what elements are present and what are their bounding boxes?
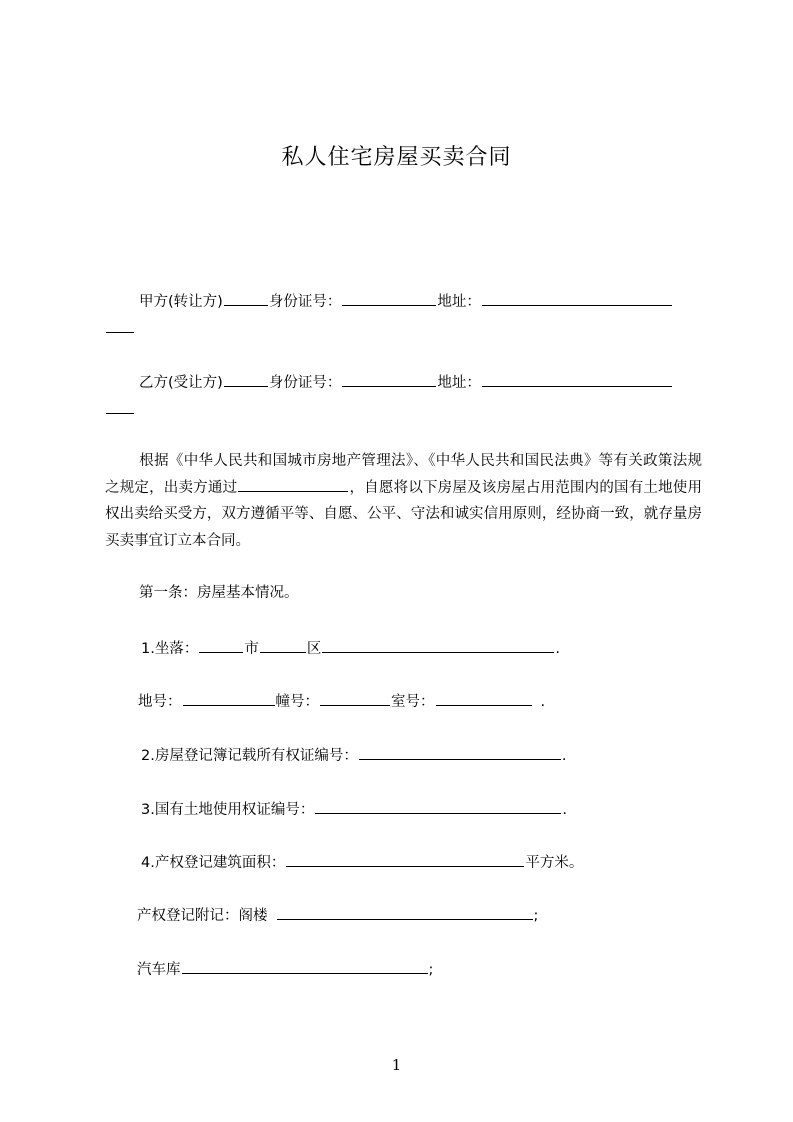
area-blank[interactable]	[286, 852, 524, 867]
land-label: 3.国有土地使用权证编号：	[141, 802, 315, 818]
garage-end: ;	[428, 962, 434, 978]
land-line	[141, 799, 567, 820]
party-b-label: 乙方(受让方)	[139, 375, 223, 391]
location-end: .	[555, 641, 560, 657]
party-b-address-label: 地址：	[437, 375, 481, 391]
lot-line	[138, 691, 545, 712]
party-b-id-label: 身份证号：	[268, 375, 342, 391]
city-label: 市	[244, 641, 259, 657]
registry-line	[141, 745, 566, 766]
garage-label: 汽车库	[137, 962, 181, 978]
attic-label: 产权登记附记：阁楼	[137, 908, 268, 924]
land-blank[interactable]	[315, 799, 561, 814]
registry-label: 2.房屋登记簿记载所有权证编号：	[141, 748, 358, 764]
party-b-name-blank[interactable]	[224, 372, 268, 387]
party-a-name-blank[interactable]	[224, 291, 268, 306]
party-b-line	[139, 372, 673, 393]
party-a-address-blank[interactable]	[482, 291, 672, 306]
party-a-line	[139, 291, 673, 312]
party-a-label: 甲方(转让方)	[139, 294, 223, 310]
city-blank[interactable]	[199, 638, 243, 653]
party-a-id-blank[interactable]	[342, 291, 436, 306]
lot-label: 地号：	[138, 694, 182, 710]
location-line	[141, 638, 560, 659]
district-blank[interactable]	[260, 638, 306, 653]
party-b-line-cont	[105, 399, 135, 420]
building-blank[interactable]	[320, 691, 390, 706]
party-b-id-blank[interactable]	[342, 372, 436, 387]
preamble-part1: 根据《中华人民共和国城市房地产管理法》、《中华人民共和国民法典》等有关政策法规之规定，出卖方通过	[105, 453, 702, 496]
preamble-paragraph	[105, 448, 702, 554]
lot-end: .	[540, 694, 546, 710]
attic-end: ;	[533, 908, 539, 924]
party-a-address-blank-cont[interactable]	[106, 318, 134, 333]
area-label: 4.产权登记建筑面积：	[141, 855, 286, 871]
location-detail-blank[interactable]	[322, 638, 554, 653]
area-unit: 平方米。	[525, 855, 584, 871]
preamble-part2: ，自愿将以下房屋及该房屋占用范围内的国有土地使用权出卖给买受方，双方遵循平等、自愿、公平、守法和诚实信用原则，经协商一致，就存量房买卖事宜订立本合同。	[105, 479, 703, 549]
party-b-address-blank[interactable]	[482, 372, 672, 387]
garage-line	[137, 959, 433, 980]
page-number: 1	[391, 1056, 402, 1074]
party-a-line-cont	[105, 318, 135, 339]
land-end: .	[562, 802, 567, 818]
garage-blank[interactable]	[182, 959, 428, 974]
party-b-address-blank-cont[interactable]	[106, 399, 134, 414]
party-a-address-label: 地址：	[437, 294, 481, 310]
location-label: 1.坐落：	[141, 641, 199, 657]
attic-line	[137, 905, 538, 926]
district-label: 区	[306, 641, 322, 657]
party-a-id-label: 身份证号：	[268, 294, 342, 310]
article-1-heading: 第一条：房屋基本情况。	[139, 585, 299, 601]
registry-blank[interactable]	[359, 745, 561, 760]
preamble-method-blank[interactable]	[238, 477, 348, 492]
room-label: 室号：	[391, 694, 435, 710]
registry-end: .	[561, 748, 567, 764]
area-line	[141, 852, 583, 873]
room-blank[interactable]	[436, 691, 532, 706]
building-label: 幢号：	[275, 694, 319, 710]
document-title: 私人住宅房屋买卖合同	[281, 145, 512, 170]
lot-blank[interactable]	[183, 691, 275, 706]
attic-blank[interactable]	[277, 905, 533, 920]
